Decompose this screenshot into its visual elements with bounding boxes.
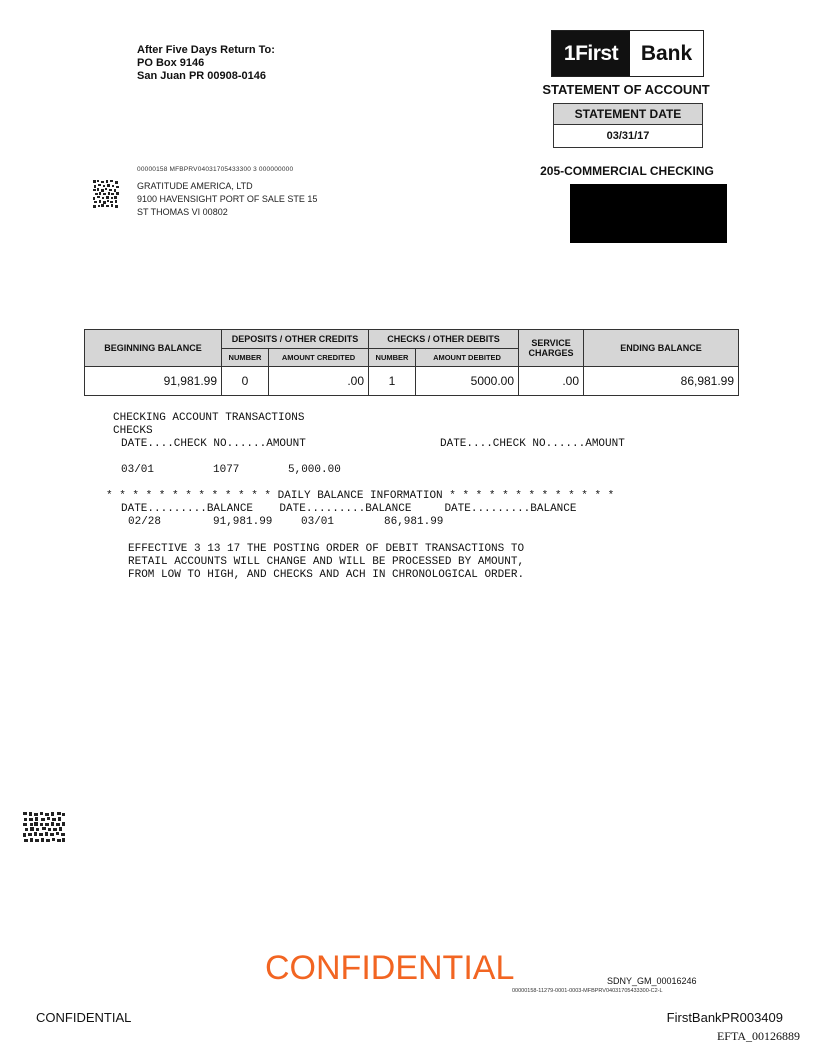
check-number: 1077 xyxy=(213,464,240,476)
return-address-line: San Juan PR 00908-0146 xyxy=(137,70,267,82)
transactions-section-title: CHECKING ACCOUNT TRANSACTIONS xyxy=(113,412,305,424)
return-address-line: After Five Days Return To: xyxy=(137,44,275,56)
ending-balance-header: ENDING BALANCE xyxy=(584,330,739,367)
deposits-header: DEPOSITS / OTHER CREDITS xyxy=(222,330,369,349)
mail-code: 00000158 MFBPRV04031705433300 3 000000000 xyxy=(137,166,294,173)
beginning-balance-value: 91,981.99 xyxy=(85,366,222,395)
customer-address-line: 9100 HAVENSIGHT PORT OF SALE STE 15 xyxy=(137,194,318,204)
account-type: 205-COMMERCIAL CHECKING xyxy=(540,164,714,178)
daily-date-1: 02/28 xyxy=(128,516,162,528)
redaction-box xyxy=(570,184,727,243)
notice-line: EFFECTIVE 3 13 17 THE POSTING ORDER OF DEBIT TRANSACTIONS TO xyxy=(128,543,525,555)
customer-address xyxy=(137,180,317,219)
checks-header-left: DATE....CHECK NO......AMOUNT xyxy=(121,438,306,450)
daily-balance-2: 86,981.99 xyxy=(384,516,444,528)
beginning-balance-header: BEGINNING BALANCE xyxy=(85,330,222,367)
check-date: 03/01 xyxy=(121,464,155,476)
service-charges-value: .00 xyxy=(519,366,584,395)
ending-balance-value: 86,981.99 xyxy=(584,366,739,395)
confidential-label: CONFIDENTIAL xyxy=(36,1010,132,1025)
bates-number: SDNY_GM_00016246 xyxy=(607,976,697,986)
bank-logo xyxy=(551,30,704,77)
account-summary-table xyxy=(84,329,739,396)
barcode-icon xyxy=(93,180,119,210)
notice-line: FROM LOW TO HIGH, AND CHECKS AND ACH IN CHRONOLOGICAL ORDER. xyxy=(128,569,525,581)
service-charges-header: SERVICE CHARGES xyxy=(519,330,584,367)
confidential-stamp: CONFIDENTIAL xyxy=(265,949,515,987)
statement-date-value: 03/31/17 xyxy=(606,130,650,142)
checks-header: CHECKS / OTHER DEBITS xyxy=(369,330,519,349)
customer-name: GRATITUDE AMERICA, LTD xyxy=(137,181,253,191)
amount-debited-header: AMOUNT DEBITED xyxy=(416,349,519,366)
customer-address-line: ST THOMAS VI 00802 xyxy=(137,207,228,217)
tracking-code: 00000158-11279-0001-0003-MFBPRV04031705433300-C2-L xyxy=(512,988,663,994)
checks-number-value: 1 xyxy=(369,366,416,395)
deposits-number-header: NUMBER xyxy=(222,349,269,366)
bank-logo-first: 1First xyxy=(552,31,630,76)
deposits-number-value: 0 xyxy=(222,366,269,395)
statement-date-box xyxy=(553,103,703,148)
efta-number: EFTA_00126889 xyxy=(716,1029,800,1043)
amount-debited-value: 5000.00 xyxy=(416,366,519,395)
daily-balance-1: 91,981.99 xyxy=(213,516,273,528)
checks-subsection: CHECKS xyxy=(113,425,153,437)
daily-balance-header: DATE.........BALANCE DATE.........BALANCE DATE.........BALANCE xyxy=(121,503,577,515)
check-amount: 5,000.00 xyxy=(288,464,341,476)
amount-credited-value: .00 xyxy=(269,366,369,395)
bank-logo-bank: Bank xyxy=(630,31,703,76)
barcode-icon xyxy=(23,812,65,845)
checks-header-right: DATE....CHECK NO......AMOUNT xyxy=(440,438,625,450)
statement-title: STATEMENT OF ACCOUNT xyxy=(542,82,710,97)
bank-bates-number: FirstBankPR003409 xyxy=(666,1010,783,1025)
return-address xyxy=(137,44,275,83)
checks-number-header: NUMBER xyxy=(369,349,416,366)
notice-line: RETAIL ACCOUNTS WILL CHANGE AND WILL BE PROCESSED BY AMOUNT, xyxy=(128,556,525,568)
statement-date-label: STATEMENT DATE xyxy=(554,104,702,125)
amount-credited-header: AMOUNT CREDITED xyxy=(269,349,369,366)
return-address-line: PO Box 9146 xyxy=(137,57,205,69)
daily-date-2: 03/01 xyxy=(301,516,335,528)
daily-balance-title: * * * * * * * * * * * * * DAILY BALANCE INFORMATION * * * * * * * * * * * * * xyxy=(106,490,615,502)
